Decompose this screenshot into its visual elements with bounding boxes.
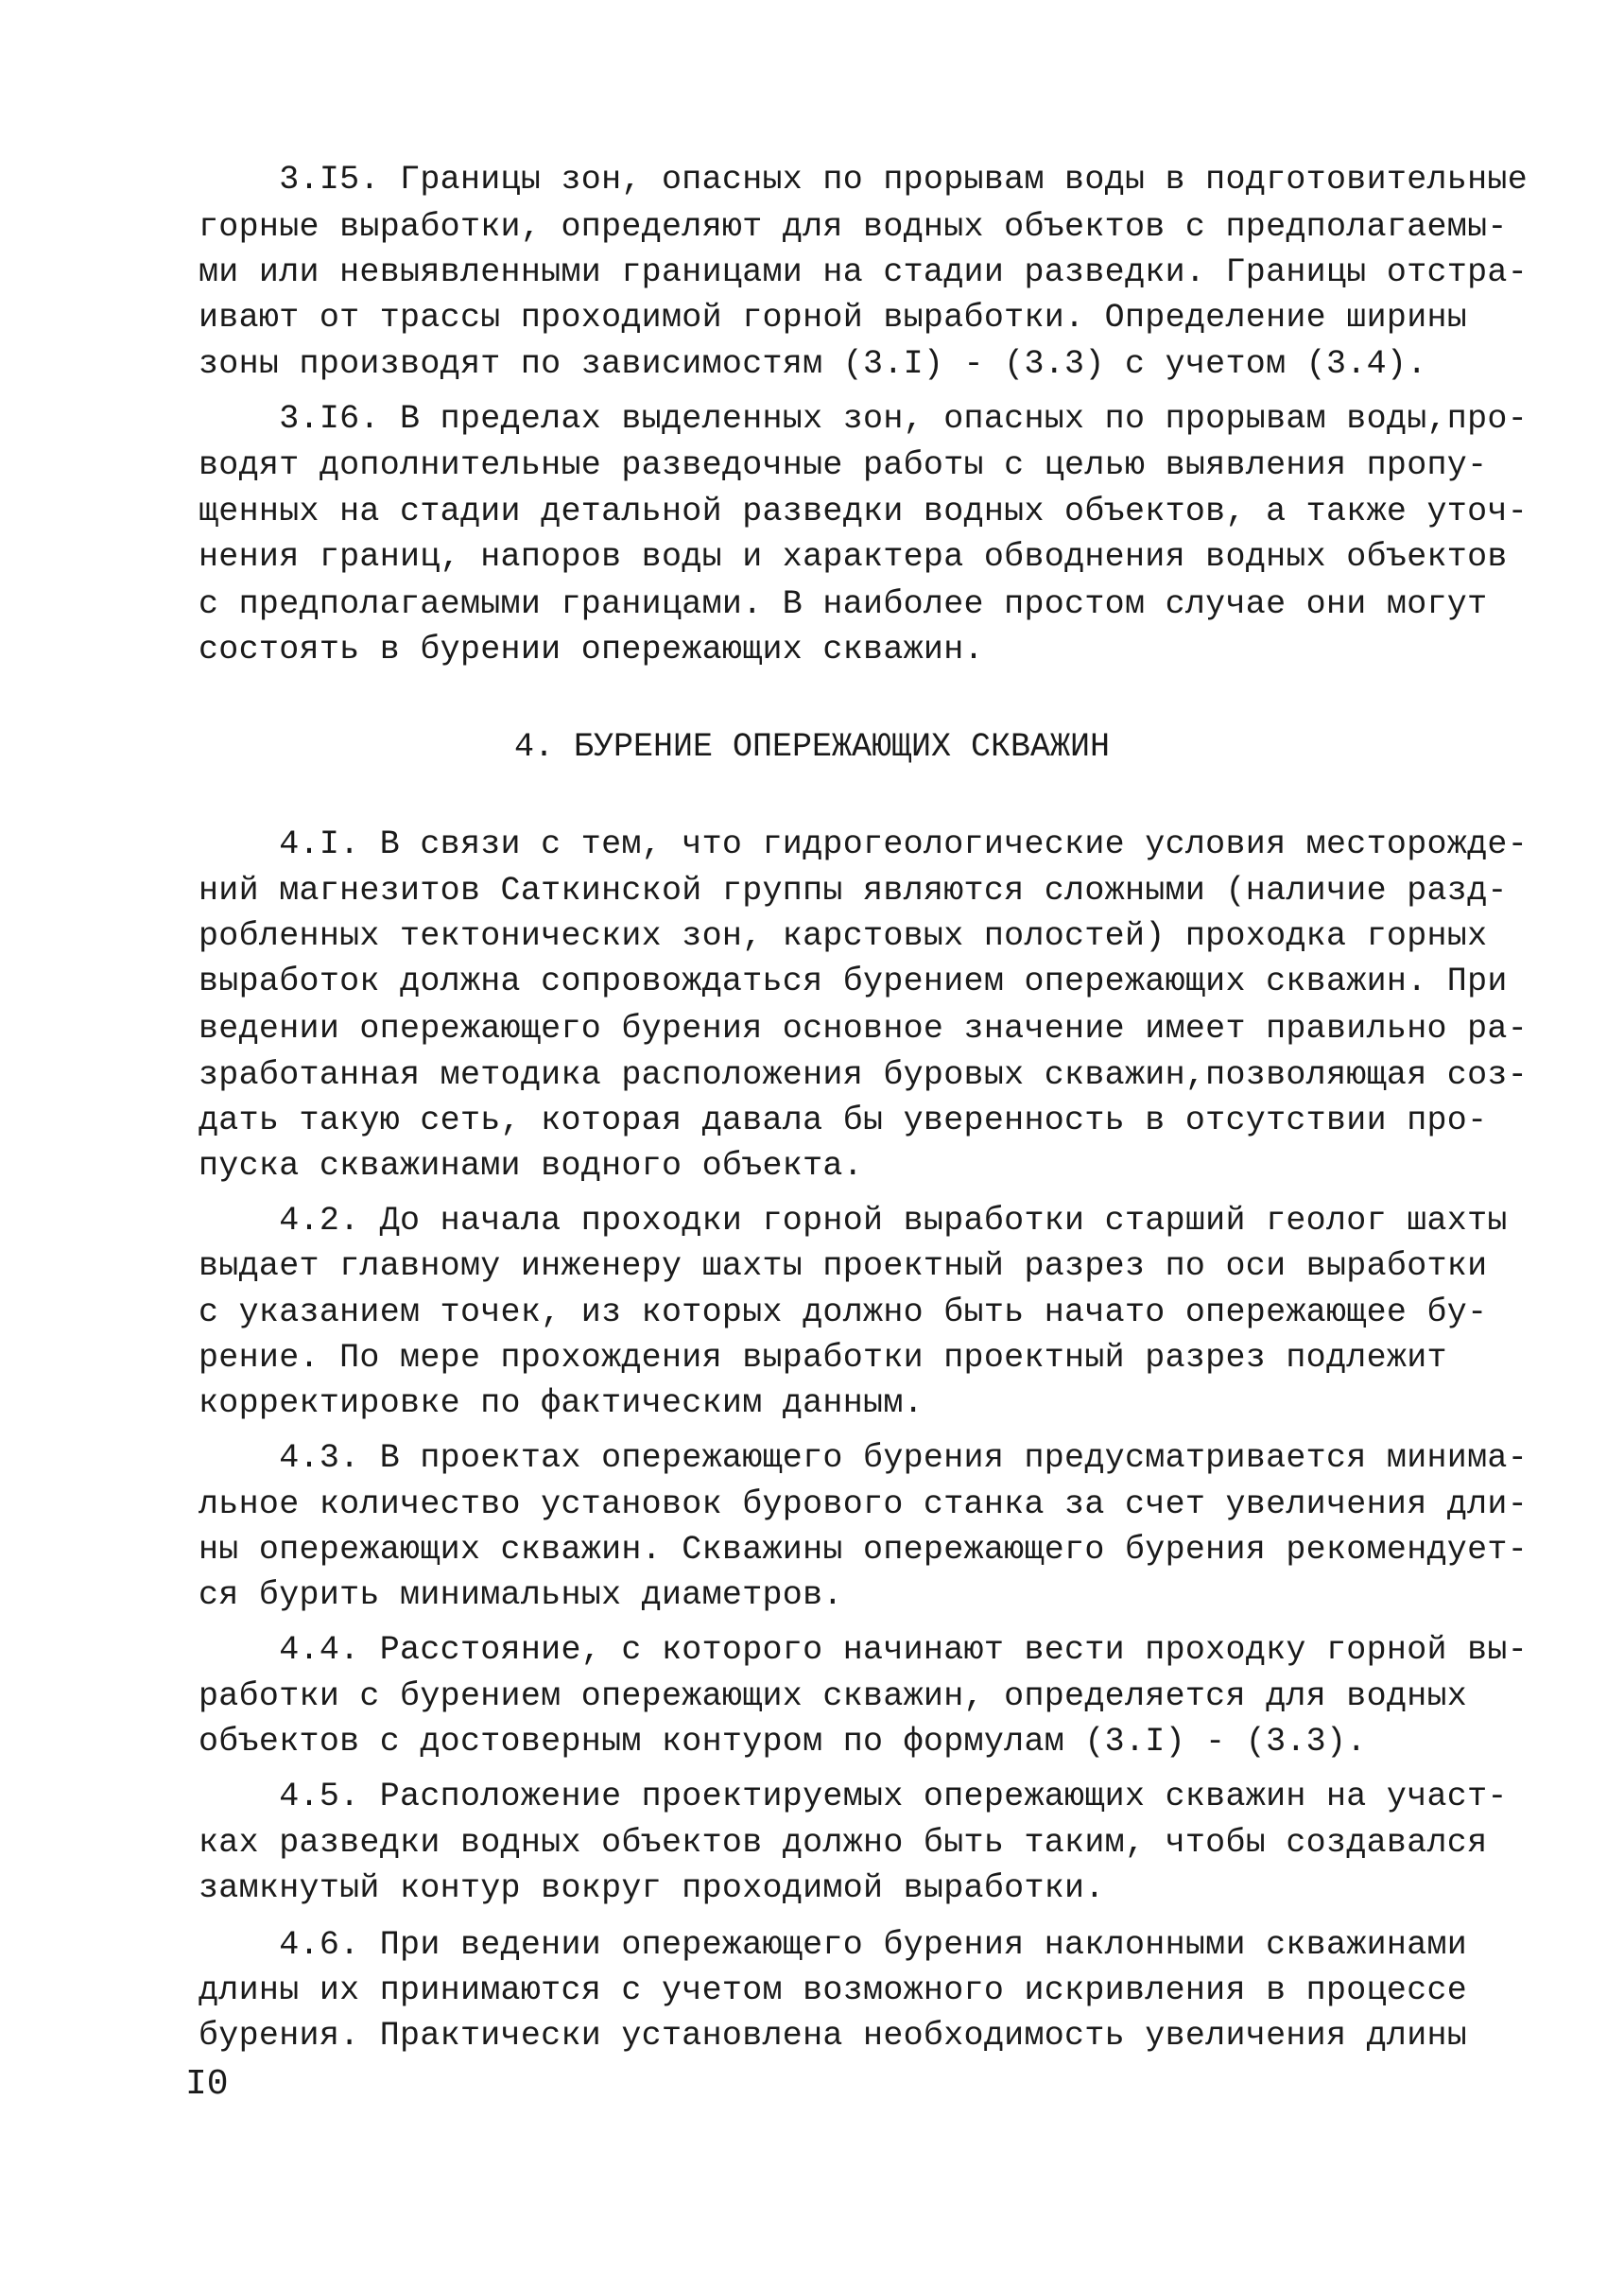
text-line: состоять в бурении опережающих скважин. [199, 631, 984, 668]
text-line: зоны производят по зависимостям (3.I) - (3.3) с учетом (3.4). [199, 345, 1427, 383]
text-line: 4.5. Расположение проектируемых опережающих скважин на участ- [199, 1778, 1508, 1815]
text-line: робленных тектонических зон, карстовых полостей) проходка горных [199, 917, 1488, 955]
text-line: корректировке по фактическим данным. [199, 1384, 924, 1422]
text-line: с предполагаемыми границами. В наиболее простом случае они могут [199, 585, 1488, 623]
text-line: ся бурить минимальных диаметров. [199, 1576, 843, 1614]
text-line: рение. По мере прохождения выработки проектный разрез подлежит [199, 1339, 1447, 1377]
text-line: объектов с достоверным контуром по формулам (3.I) - (3.3). [199, 1723, 1367, 1761]
text-line: 4.I. В связи с тем, что гидрогеологические условия месторожде- [199, 825, 1529, 863]
text-line: водят дополнительные разведочные работы с целью выявления пропу- [199, 446, 1488, 484]
text-line: зработанная методика расположения буровых скважин,позволяющая соз- [199, 1056, 1529, 1094]
text-line: 4.2. До начала проходки горной выработки старший геолог шахты [199, 1202, 1508, 1240]
section-heading: 4. БУРЕНИЕ ОПЕРЕЖАЮЩИХ СКВАЖИН [513, 728, 1111, 766]
text-line: 3.I5. Границы зон, опасных по прорывам воды в подготовительные [199, 161, 1529, 199]
text-line: пуска скважинами водного объекта. [199, 1147, 864, 1185]
text-line: ми или невыявленными границами на стадии разведки. Границы отстра- [199, 253, 1529, 291]
text-line: ведении опережающего бурения основное значение имеет правильно ра- [199, 1010, 1529, 1048]
text-line: бурения. Практически установлена необходимость увеличения длины [199, 2017, 1468, 2055]
text-line: 4.6. При ведении опережающего бурения наклонными скважинами [199, 1926, 1468, 1964]
text-line: ний магнезитов Саткинской группы являются сложными (наличие разд- [199, 872, 1508, 910]
text-line: нения границ, напоров воды и характера обводнения водных объектов [199, 538, 1508, 576]
text-line: 4.3. В проектах опережающего бурения предусматривается минима- [199, 1439, 1529, 1477]
text-line: 4.4. Расстояние, с которого начинают вести проходку горной вы- [199, 1631, 1529, 1669]
text-line: горные выработки, определяют для водных объектов с предполагаемы- [199, 208, 1508, 246]
text-line: с указанием точек, из которых должно быть начато опережающее бу- [199, 1293, 1488, 1331]
page-number: I0 [185, 2064, 229, 2105]
text-line: ивают от трассы проходимой горной выработки. Определение ширины [199, 299, 1468, 337]
text-line: длины их принимаются с учетом возможного искривления в процессе [199, 1971, 1468, 2009]
text-line: выработок должна сопровождаться бурением опережающих скважин. При [199, 963, 1508, 1000]
text-line: дать такую сеть, которая давала бы уверенность в отсутствии про- [199, 1102, 1488, 1139]
text-line: щенных на стадии детальной разведки водных объектов, а также уточ- [199, 493, 1529, 530]
text-line: замкнутый контур вокруг проходимой выработки. [199, 1869, 1105, 1907]
text-line: ны опережающих скважин. Скважины опережающего бурения рекомендует- [199, 1531, 1529, 1569]
text-line: льное количество установок бурового станка за счет увеличения дли- [199, 1485, 1529, 1523]
text-line: ках разведки водных объектов должно быть таким, чтобы создавался [199, 1824, 1488, 1862]
text-line: выдает главному инженеру шахты проектный разрез по оси выработки [199, 1247, 1488, 1285]
text-line: 3.I6. В пределах выделенных зон, опасных по прорывам воды,про- [199, 400, 1529, 438]
text-line: работки с бурением опережающих скважин, определяется для водных [199, 1677, 1468, 1715]
